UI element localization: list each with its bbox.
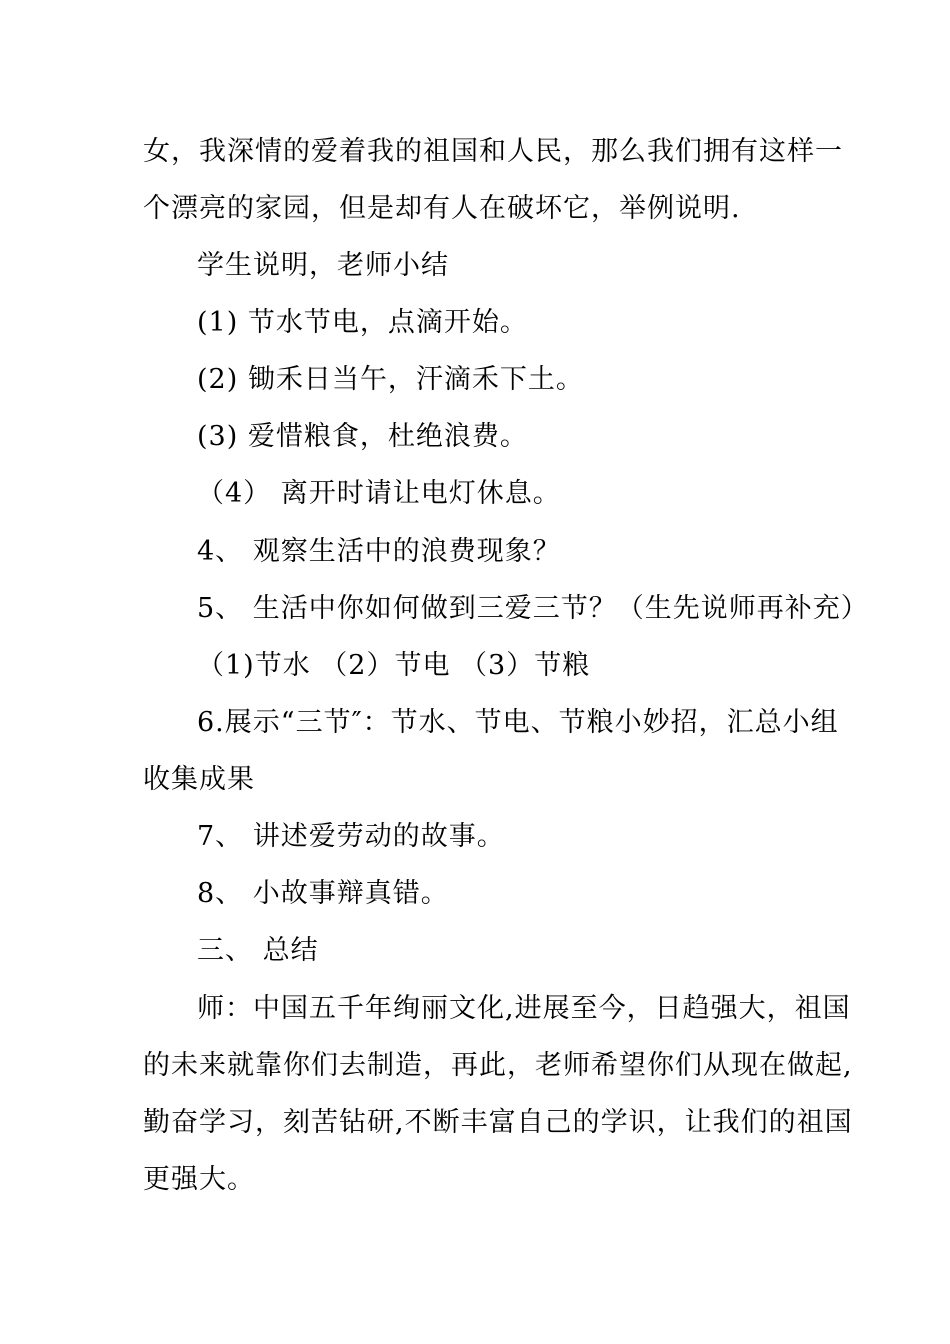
- section-heading: 三、 总结: [197, 935, 319, 966]
- paragraph-line: 的未来就靠你们去制造，再此，老师希望你们从现在做起,: [143, 1050, 853, 1081]
- list-item: 7、 讲述爱劳动的故事。: [197, 821, 505, 852]
- list-item: 5、 生活中你如何做到三爱三节？（生先说师再补充）: [197, 593, 869, 624]
- list-item: (2) 锄禾日当午，汗滴禾下土。: [197, 364, 584, 395]
- list-item: 8、 小故事辩真错。: [197, 878, 449, 909]
- paragraph-line: 学生说明，老师小结: [197, 250, 449, 281]
- list-item: （4） 离开时请让电灯休息。: [197, 478, 561, 509]
- paragraph-line: 个漂亮的家园，但是却有人在破坏它，举例说明.: [143, 193, 741, 224]
- list-item: （1)节水 （2）节电 （3）节粮: [197, 650, 591, 681]
- list-item: 4、 观察生活中的浪费现象？: [197, 536, 561, 567]
- paragraph-line: 女，我深情的爱着我的祖国和人民，那么我们拥有这样一: [143, 136, 843, 167]
- list-item: 6.展示“三节″：节水、节电、节粮小妙招，汇总小组: [197, 707, 839, 738]
- list-item: (3) 爱惜粮食，杜绝浪费。: [197, 421, 528, 452]
- list-item: (1) 节水节电，点滴开始。: [197, 307, 528, 338]
- paragraph-line: 收集成果: [143, 764, 255, 795]
- paragraph-line: 师：中国五千年绚丽文化,进展至今，日趋强大，祖国: [197, 993, 851, 1024]
- paragraph-line: 勤奋学习，刻苦钻研,不断丰富自己的学识，让我们的祖国: [143, 1107, 853, 1138]
- paragraph-line: 更强大。: [143, 1164, 255, 1195]
